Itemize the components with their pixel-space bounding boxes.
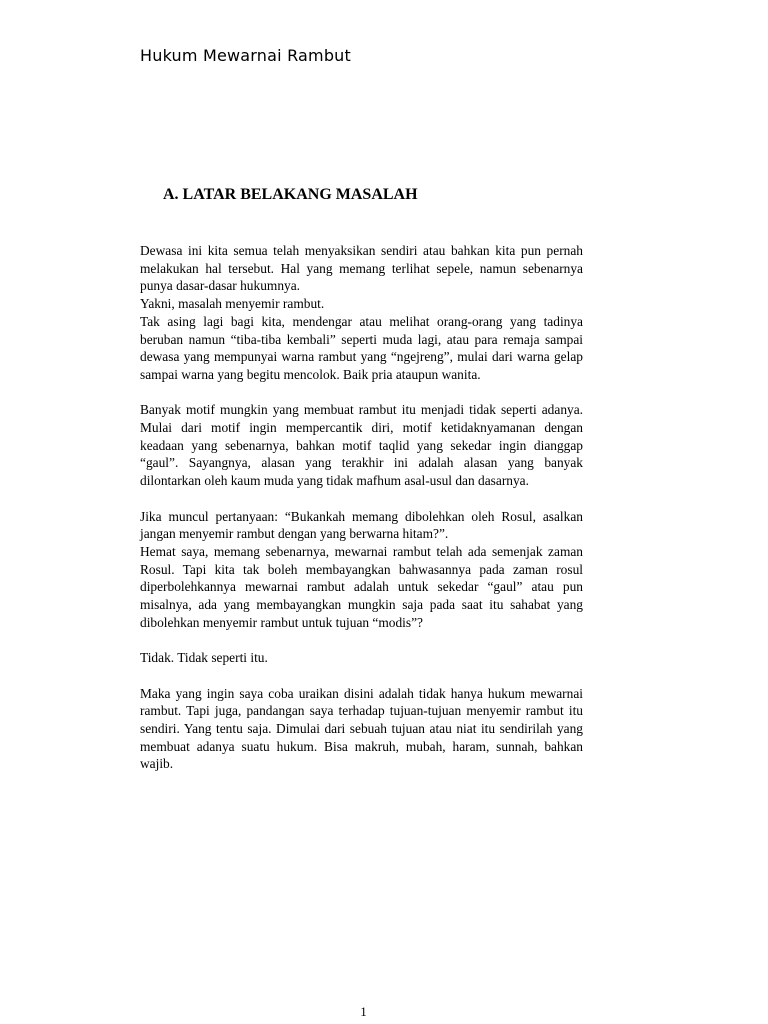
paragraph: Yakni, masalah menyemir rambut. [140, 296, 325, 312]
paragraph: Dewasa ini kita semua telah menyaksikan sendiri atau bahkan kita pun pernah melakukan hal tersebut. Hal yang memang terlihat sepele, namun sebenarnya punya dasar-dasar hukumnya. [140, 243, 583, 294]
paragraph-spacer [140, 631, 583, 649]
paragraph-spacer [140, 667, 583, 685]
paragraph: Banyak motif mungkin yang membuat rambut itu menjadi tidak seperti adanya. Mulai dari motif ingin mempercantik diri, motif ketidaknyamanan dengan keadaan yang sebenarnya, bahkan motif taqlid yang sekedar ingin dianggap “gaul”. Sayangnya, alasan yang terakhir ini adalah alasan yang banyak dilontarkan oleh kaum muda yang tidak mafhum asal-usul dan dasarnya. [140, 402, 583, 489]
page-number: 1 [360, 1004, 367, 1019]
section-heading: A. LATAR BELAKANG MASALAH [163, 186, 418, 203]
paragraph-spacer [140, 490, 583, 508]
paragraph-spacer [140, 384, 583, 402]
paragraph: Maka yang ingin saya coba uraikan disini adalah tidak hanya hukum mewarnai rambut. Tapi juga, pandangan saya terhadap tujuan-tujuan menyemir rambut itu sendiri. Yang tentu saja. Dimulai dari sebuah tujuan atau niat itu sendirilah yang membuat adanya suatu hukum. Bisa makruh, mubah, haram, sunnah, bahkan wajib. [140, 685, 583, 772]
paragraph: Tak asing lagi bagi kita, mendengar atau melihat orang-orang yang tadinya beruban namun “tiba-tiba kembali” seperti muda lagi, atau para remaja sampai dewasa yang mempunyai warna rambut yang “ngejreng”, mulai dari warna gelap sampai warna yang begitu mencolok. Baik pria ataupun wanita. [140, 313, 583, 382]
paragraph: Tidak. Tidak seperti itu. [140, 650, 268, 666]
document-title: Hukum Mewarnai Rambut [140, 46, 351, 65]
paragraph: Jika muncul pertanyaan: “Bukankah memang dibolehkan oleh Rosul, asalkan jangan menyemir rambut dengan yang berwarna hitam?”. [140, 508, 583, 542]
paragraph: Hemat saya, memang sebenarnya, mewarnai rambut telah ada semenjak zaman Rosul. Tapi kita tak boleh membayangkan bahwasannya pada zaman rosul diperbolehkannya mewarnai rambut adalah untuk sekedar “gaul” atau pun misalnya, ada yang membayangkan mungkin saja pada saat itu sahabat yang dibolehkan menyemir rambut untuk tujuan “modis”? [140, 543, 583, 630]
document-body [140, 242, 583, 773]
